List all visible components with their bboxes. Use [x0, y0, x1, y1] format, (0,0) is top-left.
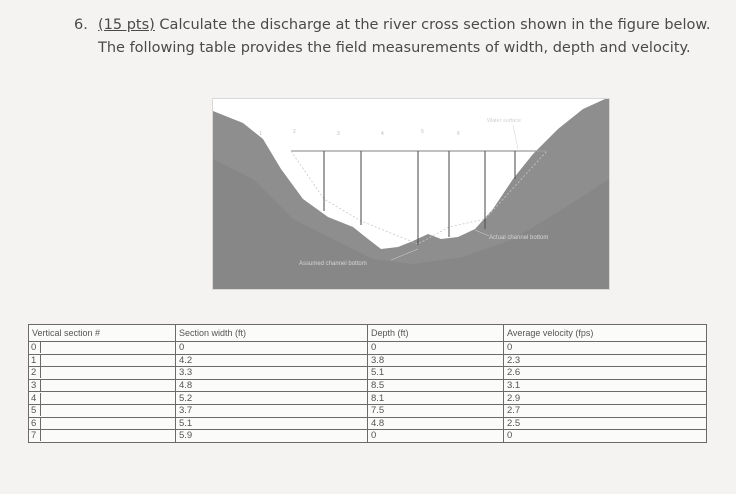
- cell-depth: 5.1: [368, 367, 504, 380]
- cell-average-velocity: 2.3: [504, 354, 707, 367]
- cell-section-width: 5.9: [176, 430, 368, 443]
- cell-average-velocity: 3.1: [504, 379, 707, 392]
- header-depth: Depth (ft): [368, 325, 504, 342]
- actual-bottom-label: Actual channel bottom: [489, 235, 549, 241]
- measurements-table-container: [28, 324, 706, 443]
- cell-vertical-section: 1: [29, 354, 176, 367]
- table-row: [29, 379, 707, 392]
- cell-vertical-section: 7: [29, 430, 176, 443]
- cell-depth: 7.5: [368, 404, 504, 417]
- cell-depth: 4.8: [368, 417, 504, 430]
- cell-average-velocity: 2.6: [504, 367, 707, 380]
- cell-section-width: 5.1: [176, 417, 368, 430]
- cell-vertical-section: 4: [29, 392, 176, 405]
- cell-depth: 0: [368, 430, 504, 443]
- cell-average-velocity: 2.7: [504, 404, 707, 417]
- cross-section-svg: [213, 99, 609, 289]
- vertical-marker-1: 1: [259, 131, 262, 137]
- river-cross-section-figure: [212, 98, 610, 290]
- table-row: [29, 342, 707, 355]
- table-row: [29, 417, 707, 430]
- vertical-marker-6: 6: [457, 131, 460, 137]
- water-surface-arrow: [513, 125, 518, 149]
- water-surface-label: Water surface: [487, 118, 522, 124]
- cell-depth: 3.8: [368, 354, 504, 367]
- vertical-marker-4: 4: [381, 131, 384, 137]
- cell-vertical-section: 5: [29, 404, 176, 417]
- table-header-row: [29, 325, 707, 342]
- cell-section-width: 3.7: [176, 404, 368, 417]
- cell-vertical-section: 0: [29, 342, 176, 355]
- table-row: [29, 430, 707, 443]
- cell-section-width: 5.2: [176, 392, 368, 405]
- header-section-width: Section width (ft): [176, 325, 368, 342]
- cell-average-velocity: 2.5: [504, 417, 707, 430]
- cell-section-width: 3.3: [176, 367, 368, 380]
- table-row: [29, 354, 707, 367]
- vertical-marker-2: 2: [293, 129, 296, 135]
- table-row: [29, 392, 707, 405]
- assumed-bottom-label: Assumed channel bottom: [299, 261, 367, 267]
- question-text-block: [98, 14, 714, 60]
- measurements-table: [28, 324, 707, 443]
- cell-average-velocity: 0: [504, 342, 707, 355]
- cell-section-width: 0: [176, 342, 368, 355]
- question-text: Calculate the discharge at the river cross section shown in the figure below. The following table provides the field measurements of width, depth and velocity.: [98, 17, 711, 56]
- question-block: [74, 14, 714, 60]
- header-average-velocity: Average velocity (fps): [504, 325, 707, 342]
- question-points: (15 pts): [98, 17, 155, 33]
- cell-depth: 8.5: [368, 379, 504, 392]
- question-number: 6.: [74, 17, 88, 33]
- cell-average-velocity: 0: [504, 430, 707, 443]
- cell-average-velocity: 2.9: [504, 392, 707, 405]
- table-row: [29, 404, 707, 417]
- vertical-marker-5: 5: [421, 129, 424, 135]
- cell-depth: 8.1: [368, 392, 504, 405]
- vertical-marker-3: 3: [337, 131, 340, 137]
- cell-vertical-section: 2: [29, 367, 176, 380]
- cell-depth: 0: [368, 342, 504, 355]
- header-vertical-section: Vertical section #: [29, 325, 176, 342]
- cell-vertical-section: 6: [29, 417, 176, 430]
- table-row: [29, 367, 707, 380]
- cell-section-width: 4.8: [176, 379, 368, 392]
- cell-vertical-section: 3: [29, 379, 176, 392]
- cell-section-width: 4.2: [176, 354, 368, 367]
